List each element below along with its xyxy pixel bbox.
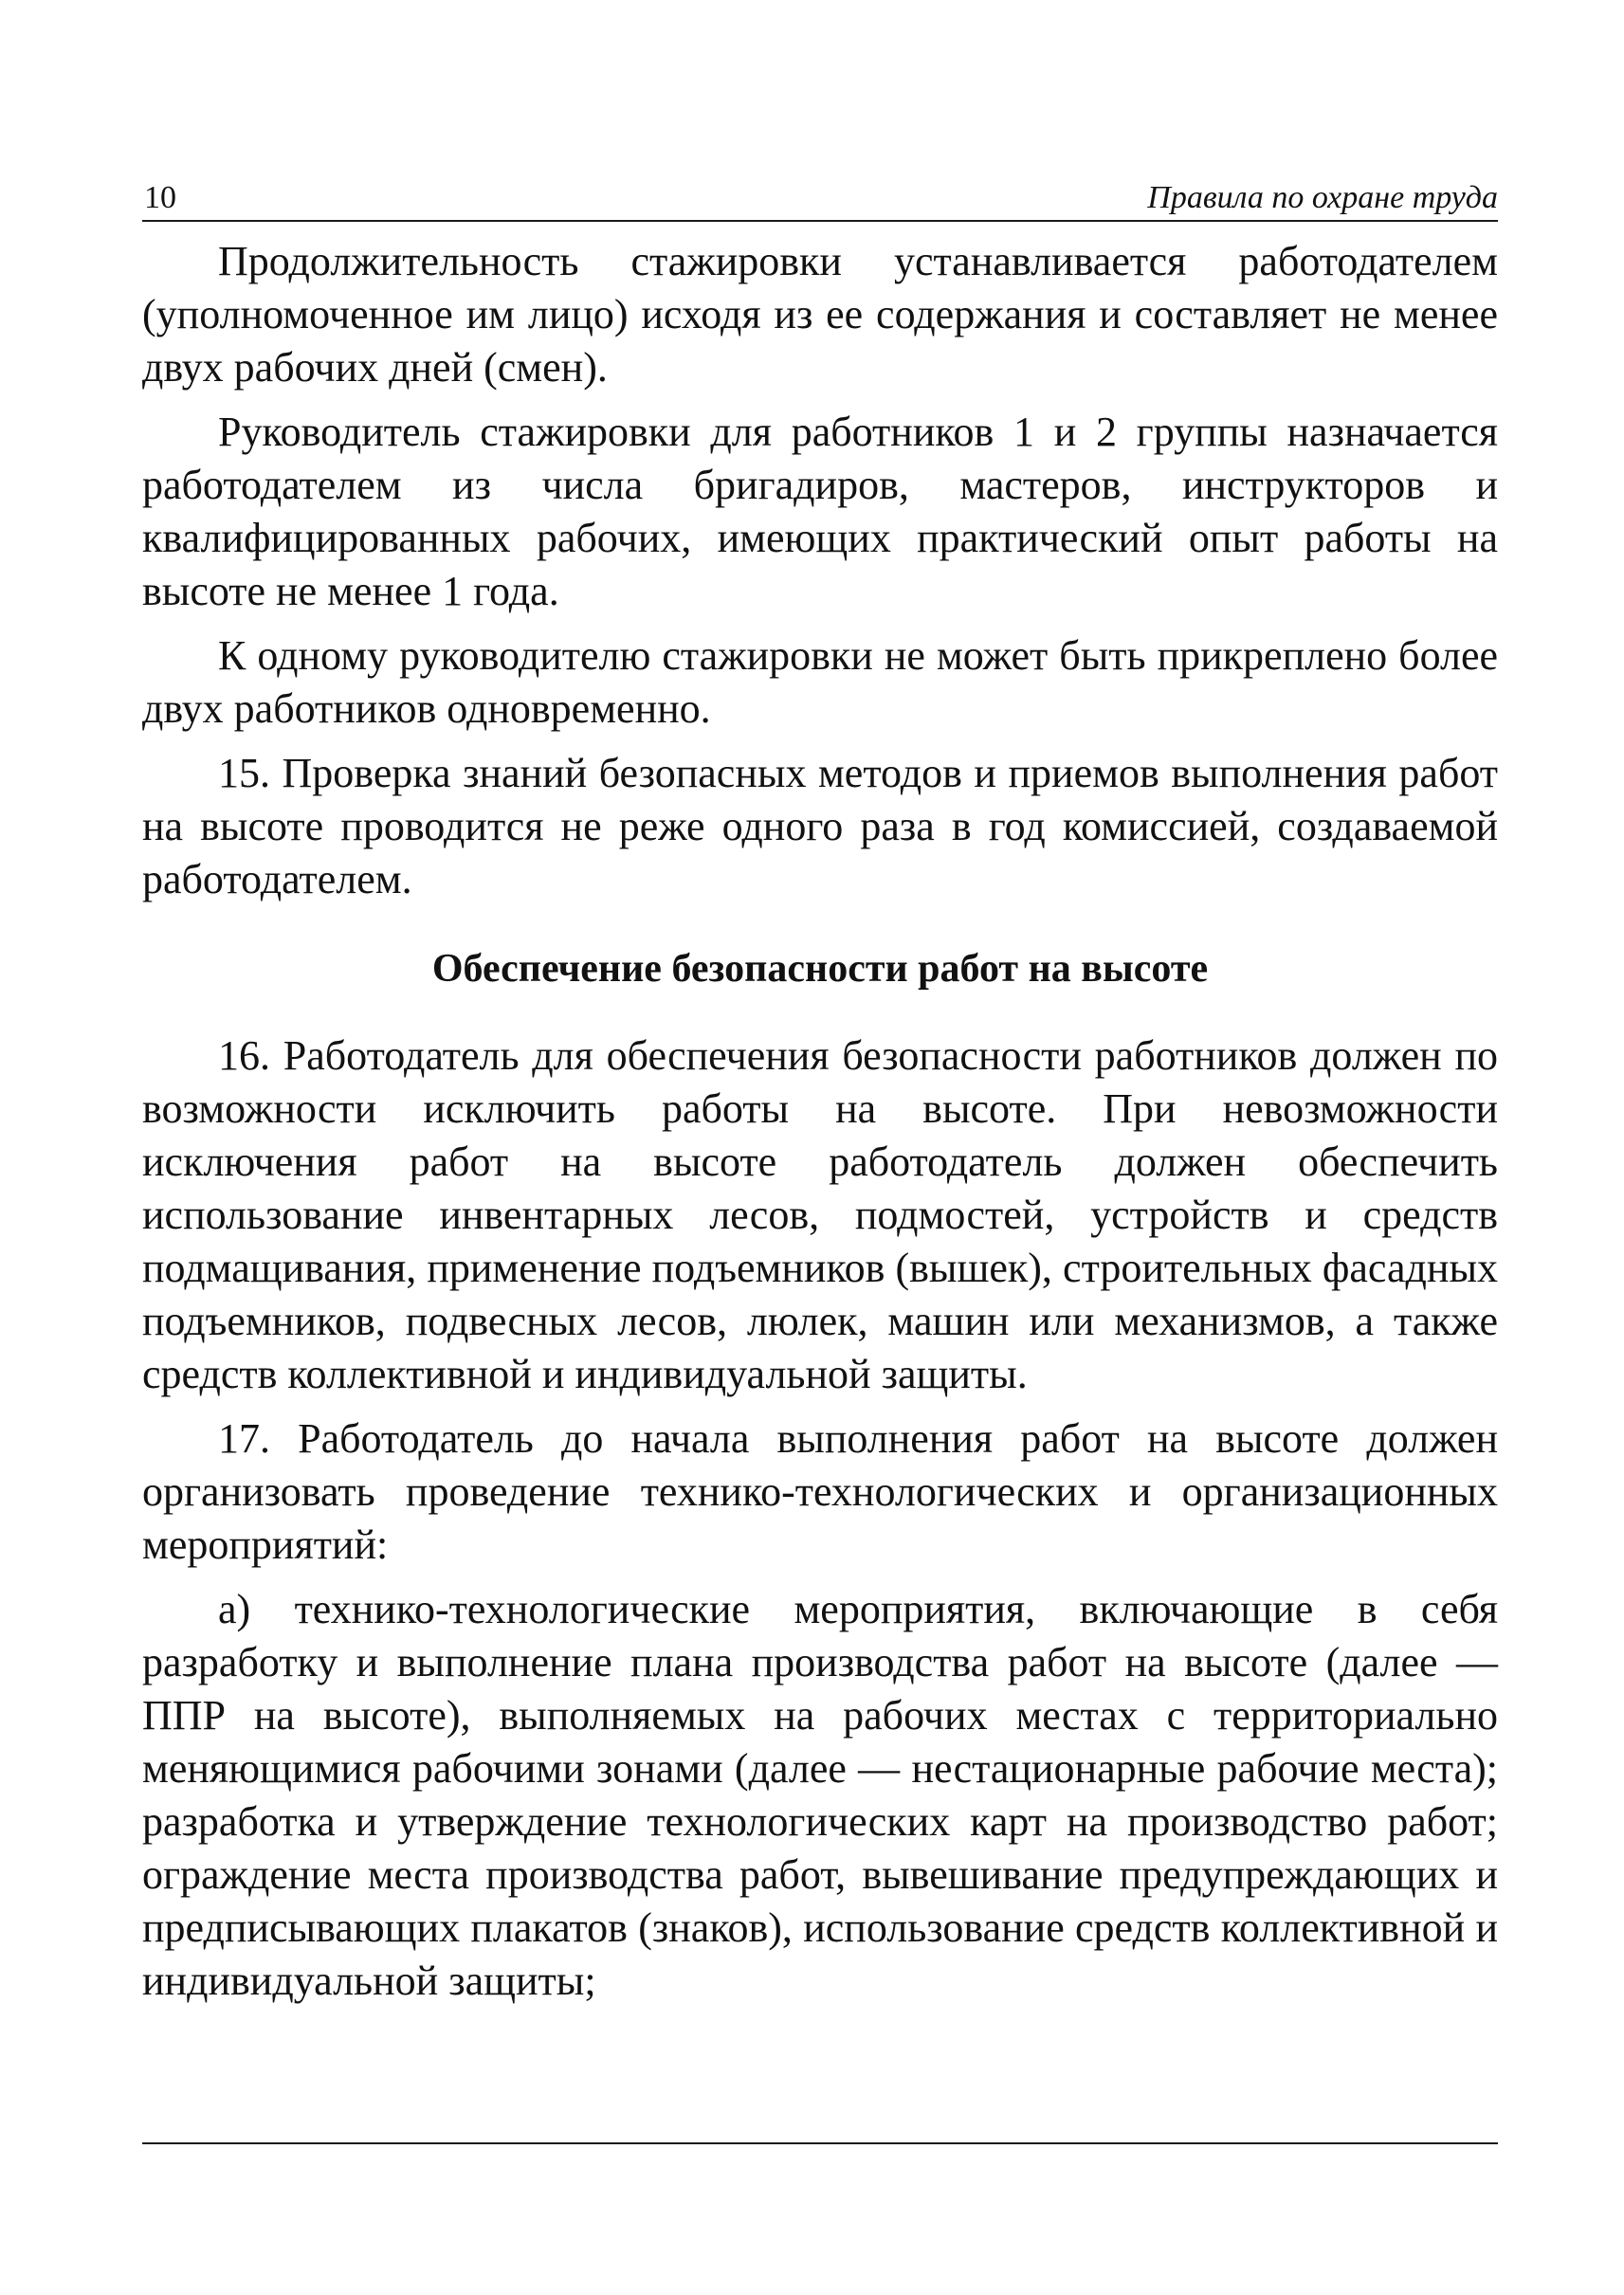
paragraph-item-15: 15. Проверка знаний безопасных методов и приемов выполнения работ на высоте проводится не реже одного раза в год комиссией, создаваемой работодателем. xyxy=(142,750,1498,902)
paragraph-internship-duration: Продолжительность стажировки устанавливается работодателем (уполномоченное им лицо) исходя из ее содержания и составляет не менее двух рабочих дней (смен). xyxy=(142,238,1498,391)
running-header xyxy=(142,171,1498,222)
paragraph-internship-supervisor: Руководитель стажировки для работников 1 и 2 группы назначается работодателем из числа бригадиров, мастеров, инструкторов и квалифицированных рабочих, имеющих практический опыт работы на высоте не менее 1 года. xyxy=(142,409,1498,614)
running-title: Правила по охране труда xyxy=(1147,180,1498,215)
body-text xyxy=(142,235,1498,2008)
paragraph-item-17: 17. Работодатель до начала выполнения работ на высоте должен организовать проведение технико-технологических и организационных мероприятий: xyxy=(142,1415,1498,1568)
document-page xyxy=(142,171,1498,2180)
section-heading: Обеспечение безопасности работ на высоте xyxy=(431,947,1209,991)
paragraph-supervisor-limit: К одному руководителю стажировки не может быть прикреплено более двух работников одновременно. xyxy=(142,632,1498,732)
paragraph-item-17a: а) технико-технологические мероприятия, включающие в себя разработку и выполнение плана производства работ на высоте (далее — ППР на высоте), выполняемых на рабочих местах с территориально меняющимися рабочими зонами (далее — нестационарные рабочие места); разработка и утверждение технологических карт на производство работ; ограждение места производства работ, вывешивание предупреждающих и предписывающих плакатов (знаков), использование средств коллективной и индивидуальной защиты; xyxy=(142,1586,1498,2004)
footer-divider xyxy=(142,2142,1498,2144)
paragraph-item-16: 16. Работодатель для обеспечения безопасности работников должен по возможности исключить работы на высоте. При невозможности исключения работ на высоте работодатель должен обеспечить использование инвентарных лесов, подмостей, устройств и средств подмащивания, применение подъемников (вышек), строительных фасадных подъемников, подвесных лесов, люлек, машин или механизмов, а также средств коллективной и индивидуальной защиты. xyxy=(142,1032,1498,1397)
page-number: 10 xyxy=(144,180,176,215)
